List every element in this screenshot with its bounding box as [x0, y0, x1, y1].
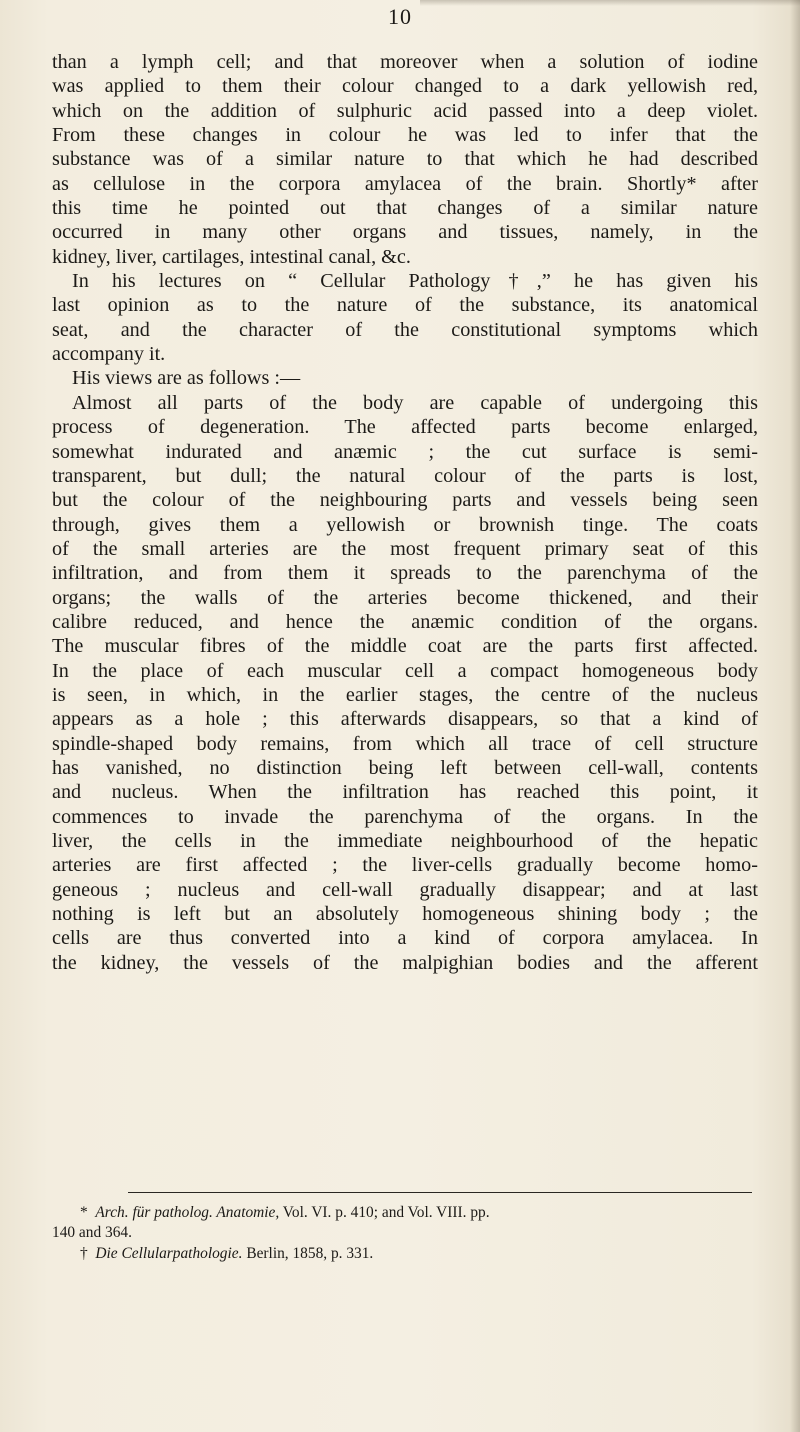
text-line: kidney, liver, cartilages, intestinal canal, &c. — [52, 245, 411, 268]
text-line: somewhat indurated and anæmic ; the cut surface is semi- — [52, 440, 758, 463]
text-line: is seen, in which, in the earlier stages, the centre of the nucleus — [52, 683, 758, 706]
text-line: than a lymph cell; and that moreover when a solution of iodine — [52, 51, 758, 73]
text-line: accompany it. — [52, 343, 166, 366]
text-line: seat, and the character of the constitutional symptoms which — [52, 318, 758, 341]
footnote-divider — [128, 1192, 752, 1193]
text-line: through, gives them a yellowish or brownish tinge. The coats — [52, 513, 758, 536]
text-line: was applied to them their colour changed to a dark yellowish red, — [52, 75, 758, 98]
footnote-2 — [52, 1244, 758, 1264]
text-line: and nucleus. When the infiltration has reached this point, it — [52, 781, 758, 804]
footnote-marker: * — [80, 1204, 88, 1221]
text-line: organs; the walls of the arteries become thickened, and their — [52, 586, 758, 609]
footnote-title: Arch. für patholog. Anatomie, — [95, 1204, 280, 1221]
text-line: His views are as follows :— — [72, 367, 301, 390]
footnote-1 — [52, 1203, 758, 1223]
page-number: 10 — [388, 4, 412, 29]
text-line: occurred in many other organs and tissues, namely, in the — [52, 221, 758, 244]
text-line: geneous ; nucleus and cell-wall gradually disappear; and at last — [52, 878, 758, 901]
text-line: In the place of each muscular cell a compact homogeneous body — [52, 659, 758, 682]
text-line: but the colour of the neighbouring parts and vessels being seen — [52, 489, 758, 512]
footnotes — [52, 1203, 758, 1264]
text-line: transparent, but dull; the natural colour of the parts is lost, — [52, 464, 758, 487]
text-line: From these changes in colour he was led to infer that the — [52, 124, 758, 147]
text-line: cells are thus converted into a kind of corpora amylacea. In — [52, 927, 758, 950]
text-line: liver, the cells in the immediate neighbourhood of the hepatic — [52, 830, 758, 852]
text-line: substance was of a similar nature to that which he had described — [52, 148, 758, 171]
text-line: as cellulose in the corpora amylacea of the brain. Shortly* after — [52, 172, 758, 195]
text-line: spindle-shaped body remains, from which all trace of cell structure — [52, 732, 758, 755]
text-line: arteries are first affected ; the liver-cells gradually become homo- — [52, 854, 758, 877]
main-text — [52, 50, 758, 975]
text-line: appears as a hole ; this afterwards disappears, so that a kind of — [52, 708, 758, 731]
page-right-edge — [790, 0, 800, 1432]
text-line: In his lectures on “ Cellular Pathology†,” he has given his — [72, 270, 758, 293]
text-line: calibre reduced, and hence the anæmic condition of the organs. — [52, 610, 758, 633]
text-line: The muscular fibres of the middle coat are the parts first affected. — [52, 635, 758, 658]
text-line: which on the addition of sulphuric acid passed into a deep violet. — [52, 99, 758, 122]
text-line: infiltration, and from them it spreads to the parenchyma of the — [52, 562, 758, 585]
text-line: this time he pointed out that changes of a similar nature — [52, 197, 758, 220]
text-line: commences to invade the parenchyma of the organs. In the — [52, 805, 758, 828]
text-line: last opinion as to the nature of the substance, its anatomical — [52, 294, 758, 317]
footnote-text: Vol. VI. p. 410; and Vol. VIII. pp. — [279, 1204, 490, 1221]
text-line: process of degeneration. The affected parts become enlarged, — [52, 416, 758, 439]
text-line: has vanished, no distinction being left between cell-wall, contents — [52, 756, 758, 779]
footnote-1-continuation: 140 and 364. — [52, 1224, 132, 1242]
text-line: the kidney, the vessels of the malpighian bodies and the afferent — [52, 951, 758, 974]
text-line: of the small arteries are the most frequent primary seat of this — [52, 537, 758, 560]
footnote-title: Die Cellularpathologie. — [95, 1244, 243, 1262]
footnote-text: Berlin, 1858, p. 331. — [242, 1244, 374, 1262]
footnote-marker: † — [80, 1244, 88, 1262]
text-line: nothing is left but an absolutely homogeneous shining body ; the — [52, 903, 758, 926]
text-line: Almost all parts of the body are capable of undergoing this — [72, 391, 758, 414]
